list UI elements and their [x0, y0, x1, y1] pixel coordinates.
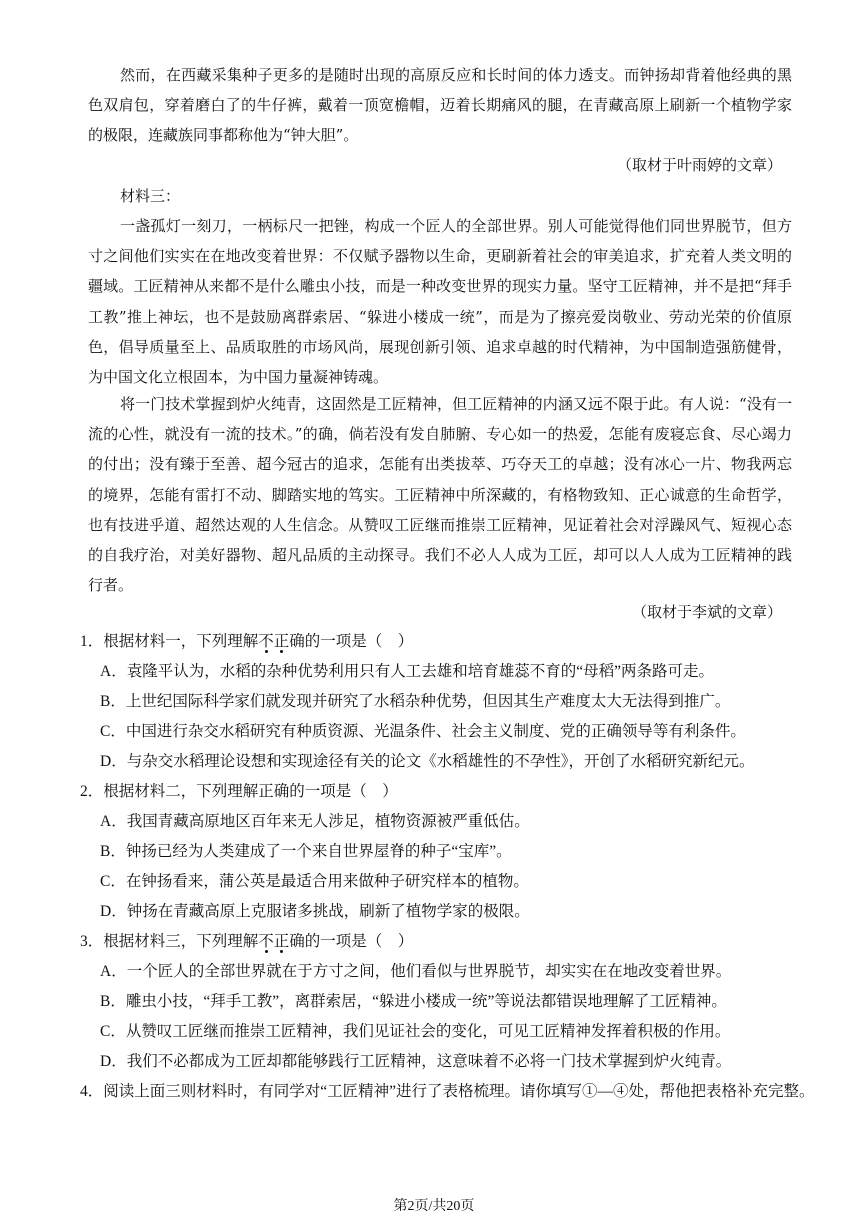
emphasis-dot-char: 正	[273, 933, 290, 950]
question-2-option-d: D．钟扬在青藏高原上克服诸多挑战，刷新了植物学家的极限。	[100, 903, 530, 920]
material3-paragraph-1: 一盏孤灯一刻刀，一柄标尺一把锉，构成一个匠人的全部世界。别人可能觉得他们同世界脱节，但方寸之间他们实实在在地改变着世界：不仅赋予器物以生命，更刷新着社会的审美追求，扩充着人类文明的疆域。工匠精神从来都不是什么雕虫小技，而是一种改变世界的现实力量。坚守工匠精神，并不是把“拜手工教”推上神坛，也不是鼓励离群索居、“躲进小楼成一统”，而是为了擦亮爱岗敬业、劳动光荣的价值原色，倡导质量至上、品质取胜的市场风尚，展现创新引领、追求卓越的时代精神，为中国制造强筋健骨，为中国文化立根固本，为中国力量凝神铸魂。	[88, 217, 792, 387]
material3-label: 材料三：	[120, 187, 181, 205]
question-4-stem: 4．阅读上面三则材料时，有同学对“工匠精神”进行了表格梳理。请你填写①—④处，帮他把表格补充完整。	[80, 1083, 815, 1100]
question-2-option-c: C．在钟扬看来，蒲公英是最适合用来做种子研究样本的植物。	[100, 873, 529, 890]
material3-paragraph-2: 将一门技术掌握到炉火纯青，这固然是工匠精神，但工匠精神的内涵又远不限于此。有人说：“没有一流的心性，就没有一流的技术。”的确，倘若没有发自肺腑、专心如一的热爱，怎能有废寝忘食、尽心竭力的付出；没有臻于至善、超今冠古的追求，怎能有出类拔萃、巧夺天工的卓越；没有冰心一片、物我两忘的境界，怎能有雷打不动、脚踏实地的笃实。工匠精神中所深藏的，有格物致知、正心诚意的生命哲学，也有技进乎道、超然达观的人生信念。从赞叹工匠继而推崇工匠精神，见证着社会对浮躁风气、短视心态的自我疗治，对美好器物、超凡品质的主动探寻。我们不必人人成为工匠，却可以人人成为工匠精神的践行者。	[88, 395, 792, 595]
page-number: 第2页/共20页	[393, 1199, 475, 1214]
emphasis-dot-char: 正	[273, 633, 290, 650]
question-2-option-b: B．钟扬已经为人类建成了一个来自世界屋脊的种子“宝库”。	[100, 843, 512, 860]
emphasis-dot-char: 不	[258, 933, 274, 950]
question-1-option-b: B．上世纪国际科学家们就发现并研究了水稻杂种优势，但因其生产难度太大无法得到推广。	[100, 693, 731, 710]
question-2-stem: 2．根据材料二，下列理解正确的一项是（ ）	[80, 783, 398, 800]
question-3-option-a: A．一个匠人的全部世界就在于方寸之间，他们看似与世界脱节，却实实在在地改变着世界。	[100, 963, 732, 980]
question-1-stem: 1．根据材料一，下列理解不正确的一项是（ ）	[80, 633, 414, 650]
material3-source: （取材于李斌的文章）	[631, 603, 782, 621]
question-1-option-a: A．袁隆平认为，水稻的杂种优势利用只有人工去雄和培育雄蕊不育的“母稻”两条路可走。	[100, 663, 714, 680]
question-3-option-b: B．雕虫小技，“拜手工教”，离群索居，“躲进小楼成一统”等说法都错误地理解了工匠精神。	[100, 993, 727, 1010]
question-3-option-c: C．从赞叹工匠继而推崇工匠精神，我们见证社会的变化，可见工匠精神发挥着积极的作用。	[100, 1023, 731, 1040]
question-2-option-a: A．我国青藏高原地区百年来无人涉足，植物资源被严重低估。	[100, 813, 530, 830]
question-3-option-d: D．我们不必都成为工匠却都能够践行工匠精神，这意味着不必将一门技术掌握到炉火纯青。	[100, 1053, 732, 1070]
question-1-option-c: C．中国进行杂交水稻研究有种质资源、光温条件、社会主义制度、党的正确领导等有利条件。	[100, 723, 746, 740]
material2-paragraph-end: 然而，在西藏采集种子更多的是随时出现的高原反应和长时间的体力透支。而钟扬却背着他经典的黑色双肩包，穿着磨白了的牛仔裤，戴着一顶宽檐帽，迈着长期痛风的腿，在青藏高原上刷新一个植物学家的极限，连藏族同事都称他为“钟大胆”。	[88, 66, 792, 145]
question-3-stem: 3．根据材料三，下列理解不正确的一项是（ ）	[80, 933, 414, 950]
emphasis-dot-char: 不	[258, 633, 274, 650]
material2-source: （取材于叶雨婷的文章）	[616, 156, 782, 174]
question-1-option-d: D．与杂交水稻理论设想和实现途径有关的论文《水稻雄性的不孕性》，开创了水稻研究新纪元。	[100, 753, 755, 770]
